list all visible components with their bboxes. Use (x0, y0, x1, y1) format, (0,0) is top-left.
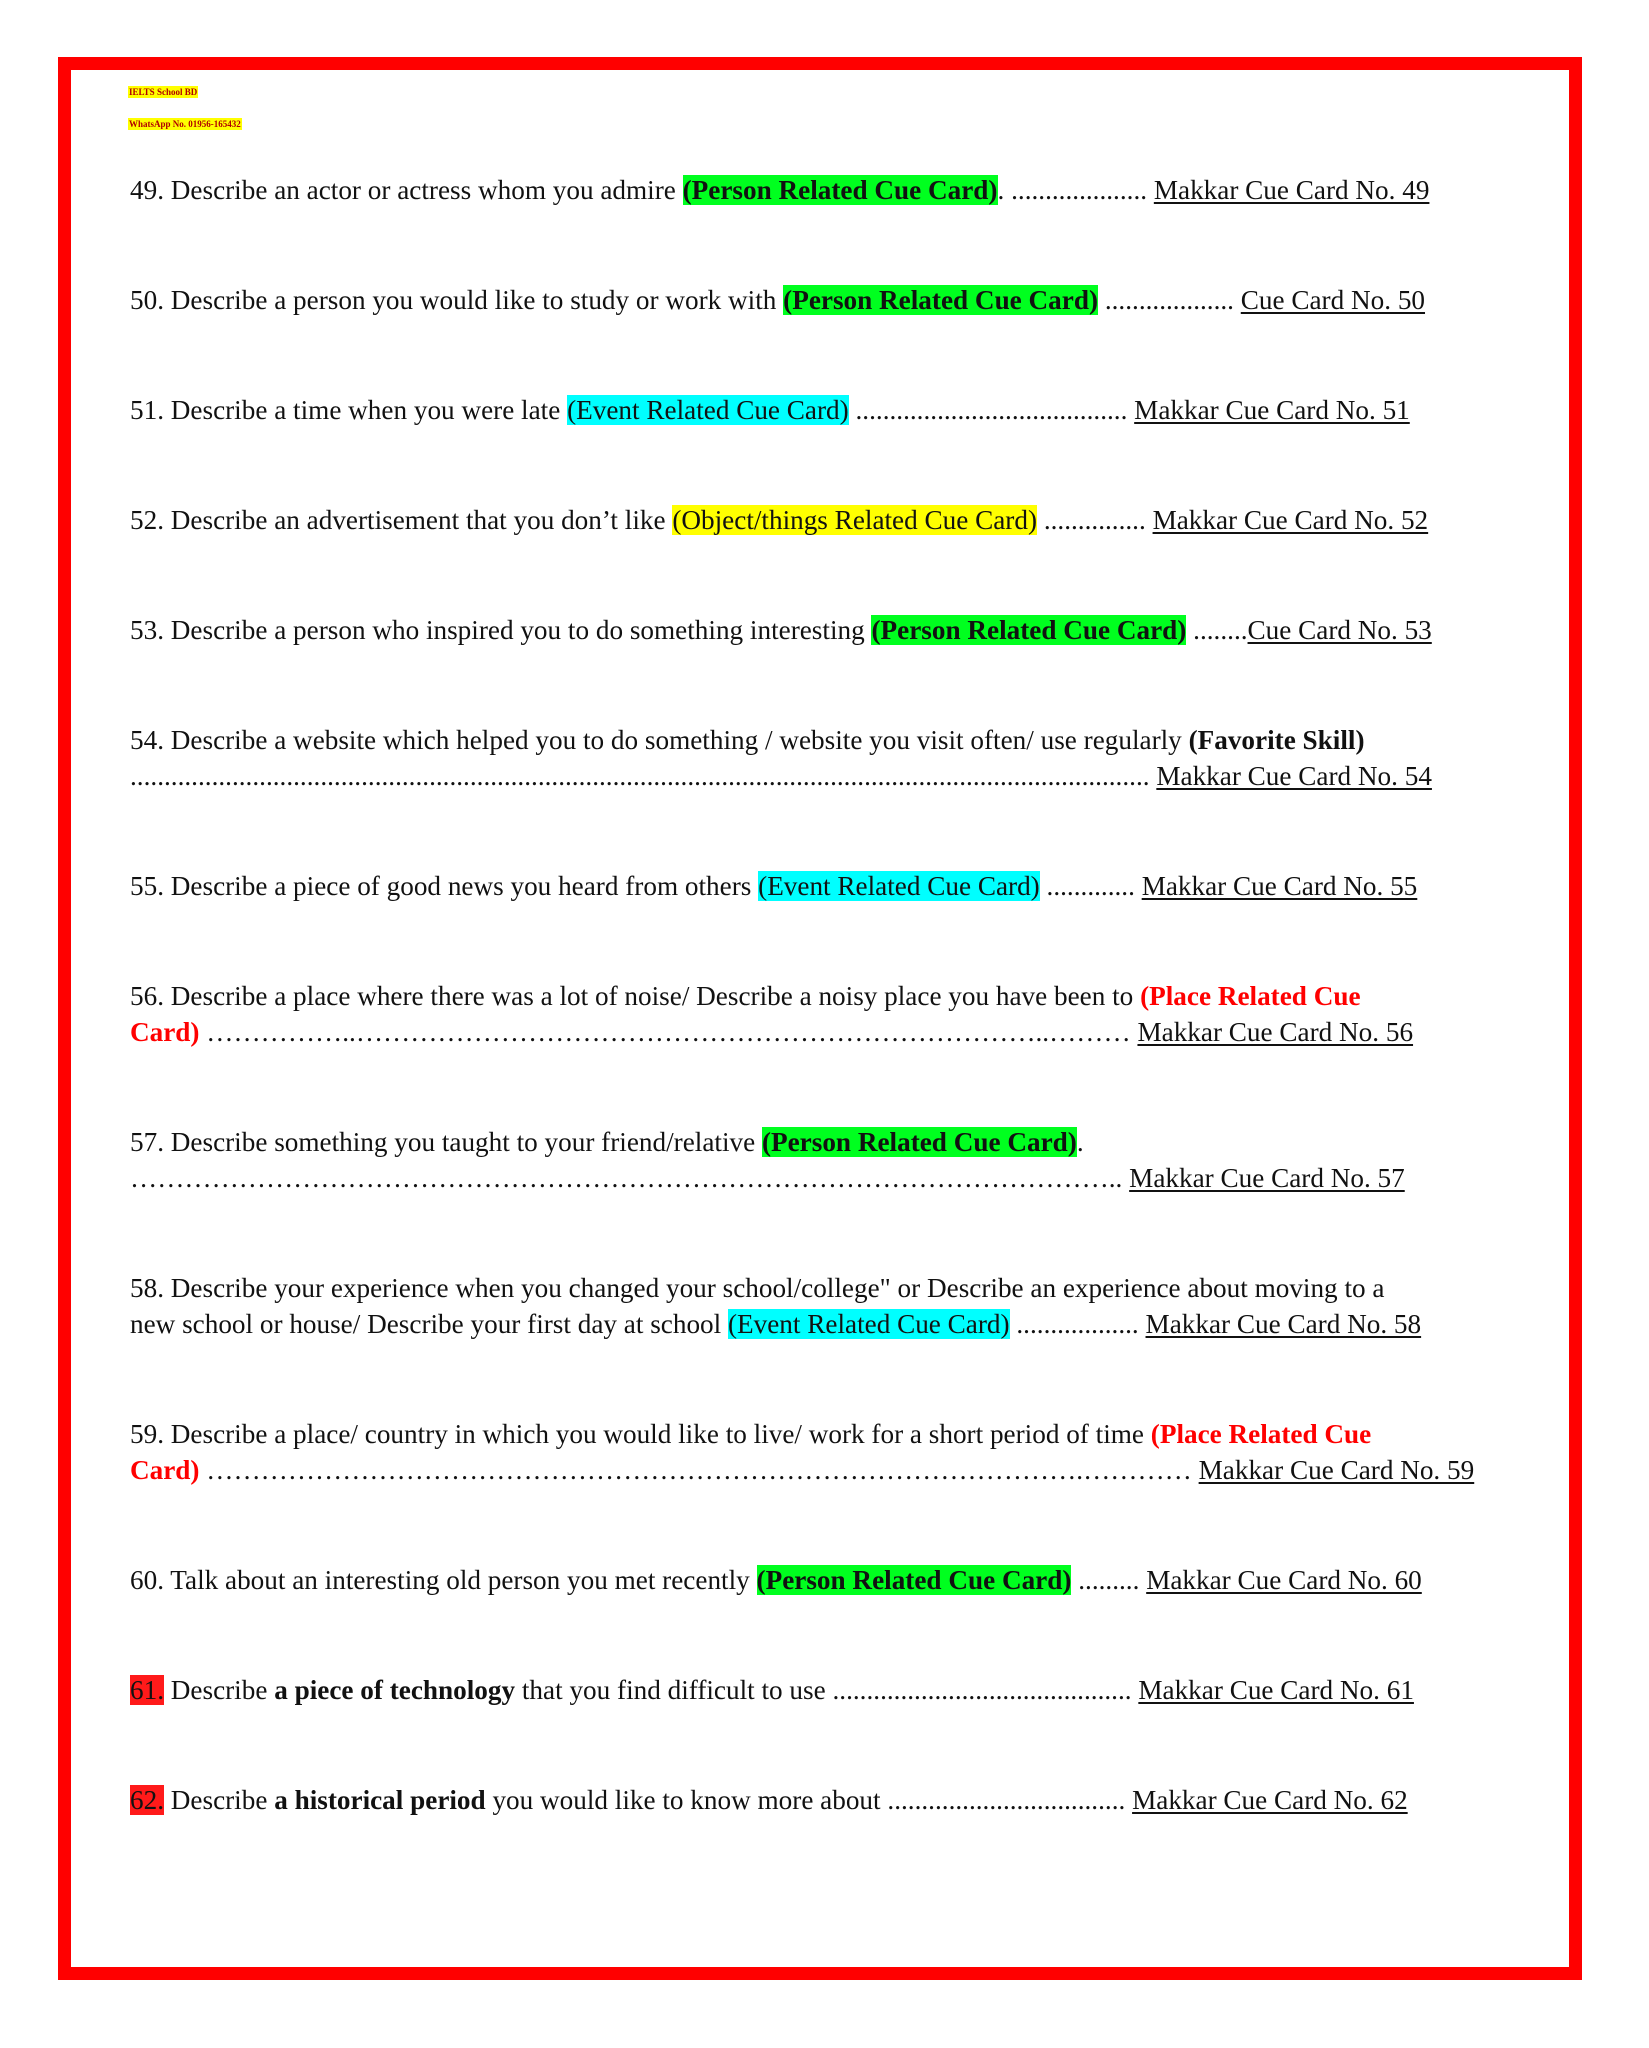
cue-card-link[interactable]: Makkar Cue Card No. 57 (1129, 1163, 1405, 1193)
item-text-bold: a piece of technology (274, 1675, 516, 1705)
category-tag-place-cont: Card) (130, 1455, 200, 1485)
cue-card-link[interactable]: Makkar Cue Card No. 58 (1145, 1309, 1422, 1339)
list-item (130, 722, 1515, 794)
category-tag-person: (Person Related Cue Card) (871, 615, 1187, 645)
item-text: that you find difficult to use (515, 1675, 833, 1705)
cue-card-link[interactable]: Makkar Cue Card No. 51 (1134, 395, 1410, 425)
list-item (130, 1782, 1515, 1818)
leader-dots: ............. (1039, 871, 1135, 901)
category-tag-object: (Object/things Related Cue Card) (672, 505, 1038, 535)
item-line (130, 1270, 1515, 1306)
item-line (130, 1160, 1515, 1196)
leader-dots: ……………..…………………………………………………………………..……… (199, 1017, 1131, 1047)
leader-dots: ........................................ (848, 395, 1128, 425)
list-item (130, 502, 1515, 538)
category-tag-place: (Place Related Cue (1150, 1419, 1372, 1449)
item-text: you would like to know more about (485, 1785, 888, 1815)
list-item (130, 1124, 1515, 1196)
cue-card-link[interactable]: Makkar Cue Card No. 55 (1141, 871, 1418, 901)
item-text: 50. Describe a person you would like to study or work with (130, 285, 784, 315)
leader-dots: …………………………………………………………………………………….………… (199, 1455, 1192, 1485)
item-line (130, 978, 1515, 1014)
list-item (130, 868, 1515, 904)
item-line (130, 1416, 1515, 1452)
item-text: 52. Describe an advertisement that you don’t like (130, 505, 673, 535)
category-tag-person: (Person Related Cue Card) (682, 175, 998, 205)
leader-dots: ……………………………………………………………………………………………….. (130, 1163, 1123, 1193)
item-text: 49. Describe an actor or actress whom you admire (130, 175, 683, 205)
item-text: 60. Talk about an interesting old person you met recently (130, 1565, 757, 1595)
cue-card-link[interactable]: Cue Card No. 53 (1247, 615, 1432, 645)
list-item (130, 1270, 1515, 1342)
cue-card-link[interactable]: Makkar Cue Card No. 60 (1146, 1565, 1422, 1595)
leader-dots: ............................................ (832, 1675, 1132, 1705)
item-text: 51. Describe a time when you were late (130, 395, 568, 425)
list-item (130, 1416, 1515, 1488)
category-tag-place-cont: Card) (130, 1017, 200, 1047)
item-text: 55. Describe a piece of good news you heard from others (130, 871, 759, 901)
item-number-highlight: 61. (130, 1675, 164, 1705)
cue-card-link[interactable]: Makkar Cue Card No. 52 (1152, 505, 1429, 535)
cue-card-link[interactable]: Makkar Cue Card No. 54 (1156, 761, 1432, 791)
leader-dots: ...................................................................................................................................................... (130, 761, 1150, 791)
item-line (130, 1452, 1515, 1488)
header-school-name: IELTS School BD (129, 87, 198, 97)
cue-card-link[interactable]: Makkar Cue Card No. 61 (1138, 1675, 1414, 1705)
item-text: 58. Describe your experience when you changed your school/college" or Describe an experience about moving to a (130, 1273, 1385, 1303)
item-text-bold: a historical period (274, 1785, 486, 1815)
leader-dots: . .................... (997, 175, 1148, 205)
leader-dots: ................................... (887, 1785, 1126, 1815)
item-text: 56. Describe a place where there was a lot of noise/ Describe a noisy place you have been to (130, 981, 1141, 1011)
leader-dots: ............... (1037, 505, 1146, 535)
cue-card-link[interactable]: Makkar Cue Card No. 59 (1198, 1455, 1475, 1485)
item-line (130, 1124, 1515, 1160)
item-line (130, 1306, 1515, 1342)
cue-card-link[interactable]: Makkar Cue Card No. 62 (1132, 1785, 1408, 1815)
category-tag-person: (Person Related Cue Card) (783, 285, 1099, 315)
item-line (130, 722, 1515, 758)
item-line (130, 1014, 1515, 1050)
item-period: . (1076, 1127, 1084, 1157)
leader-dots: ........ (1186, 615, 1248, 645)
item-text-pre: Describe (163, 1785, 275, 1815)
category-tag-person: (Person Related Cue Card) (756, 1565, 1072, 1595)
item-text: 57. Describe something you taught to your friend/relative (130, 1127, 762, 1157)
category-tag-event: (Event Related Cue Card) (758, 871, 1040, 901)
item-line (130, 758, 1515, 794)
cue-card-link[interactable]: Makkar Cue Card No. 56 (1137, 1017, 1414, 1047)
cue-card-link[interactable]: Makkar Cue Card No. 49 (1153, 175, 1430, 205)
cue-card-link[interactable]: Cue Card No. 50 (1240, 285, 1426, 315)
item-text: 53. Describe a person who inspired you to do something interesting (130, 615, 872, 645)
leader-dots: ......... (1071, 1565, 1140, 1595)
list-item (130, 1562, 1515, 1598)
category-tag-event: (Event Related Cue Card) (727, 1309, 1010, 1339)
category-tag-event: (Event Related Cue Card) (567, 395, 849, 425)
list-item (130, 282, 1515, 318)
header-whatsapp: WhatsApp No. 01956-165432 (129, 119, 241, 129)
category-tag-place: (Place Related Cue (1140, 981, 1361, 1011)
category-tag-person: (Person Related Cue Card) (761, 1127, 1077, 1157)
leader-dots: .................. (1009, 1309, 1139, 1339)
item-text-pre: Describe (163, 1675, 275, 1705)
list-item (130, 172, 1515, 208)
list-item (130, 1672, 1515, 1708)
list-item (130, 978, 1515, 1050)
item-text: 54. Describe a website which helped you to do something / website you visit often/ use regularly (130, 725, 1189, 755)
item-text-cont: new school or house/ Describe your first day at school (130, 1309, 728, 1339)
item-text: 59. Describe a place/ country in which you would like to live/ work for a short period of time (130, 1419, 1151, 1449)
list-item (130, 392, 1515, 428)
list-item (130, 612, 1515, 648)
leader-dots: ................... (1098, 285, 1234, 315)
item-number-highlight: 62. (130, 1785, 164, 1815)
category-tag-skill: (Favorite Skill) (1188, 725, 1365, 755)
